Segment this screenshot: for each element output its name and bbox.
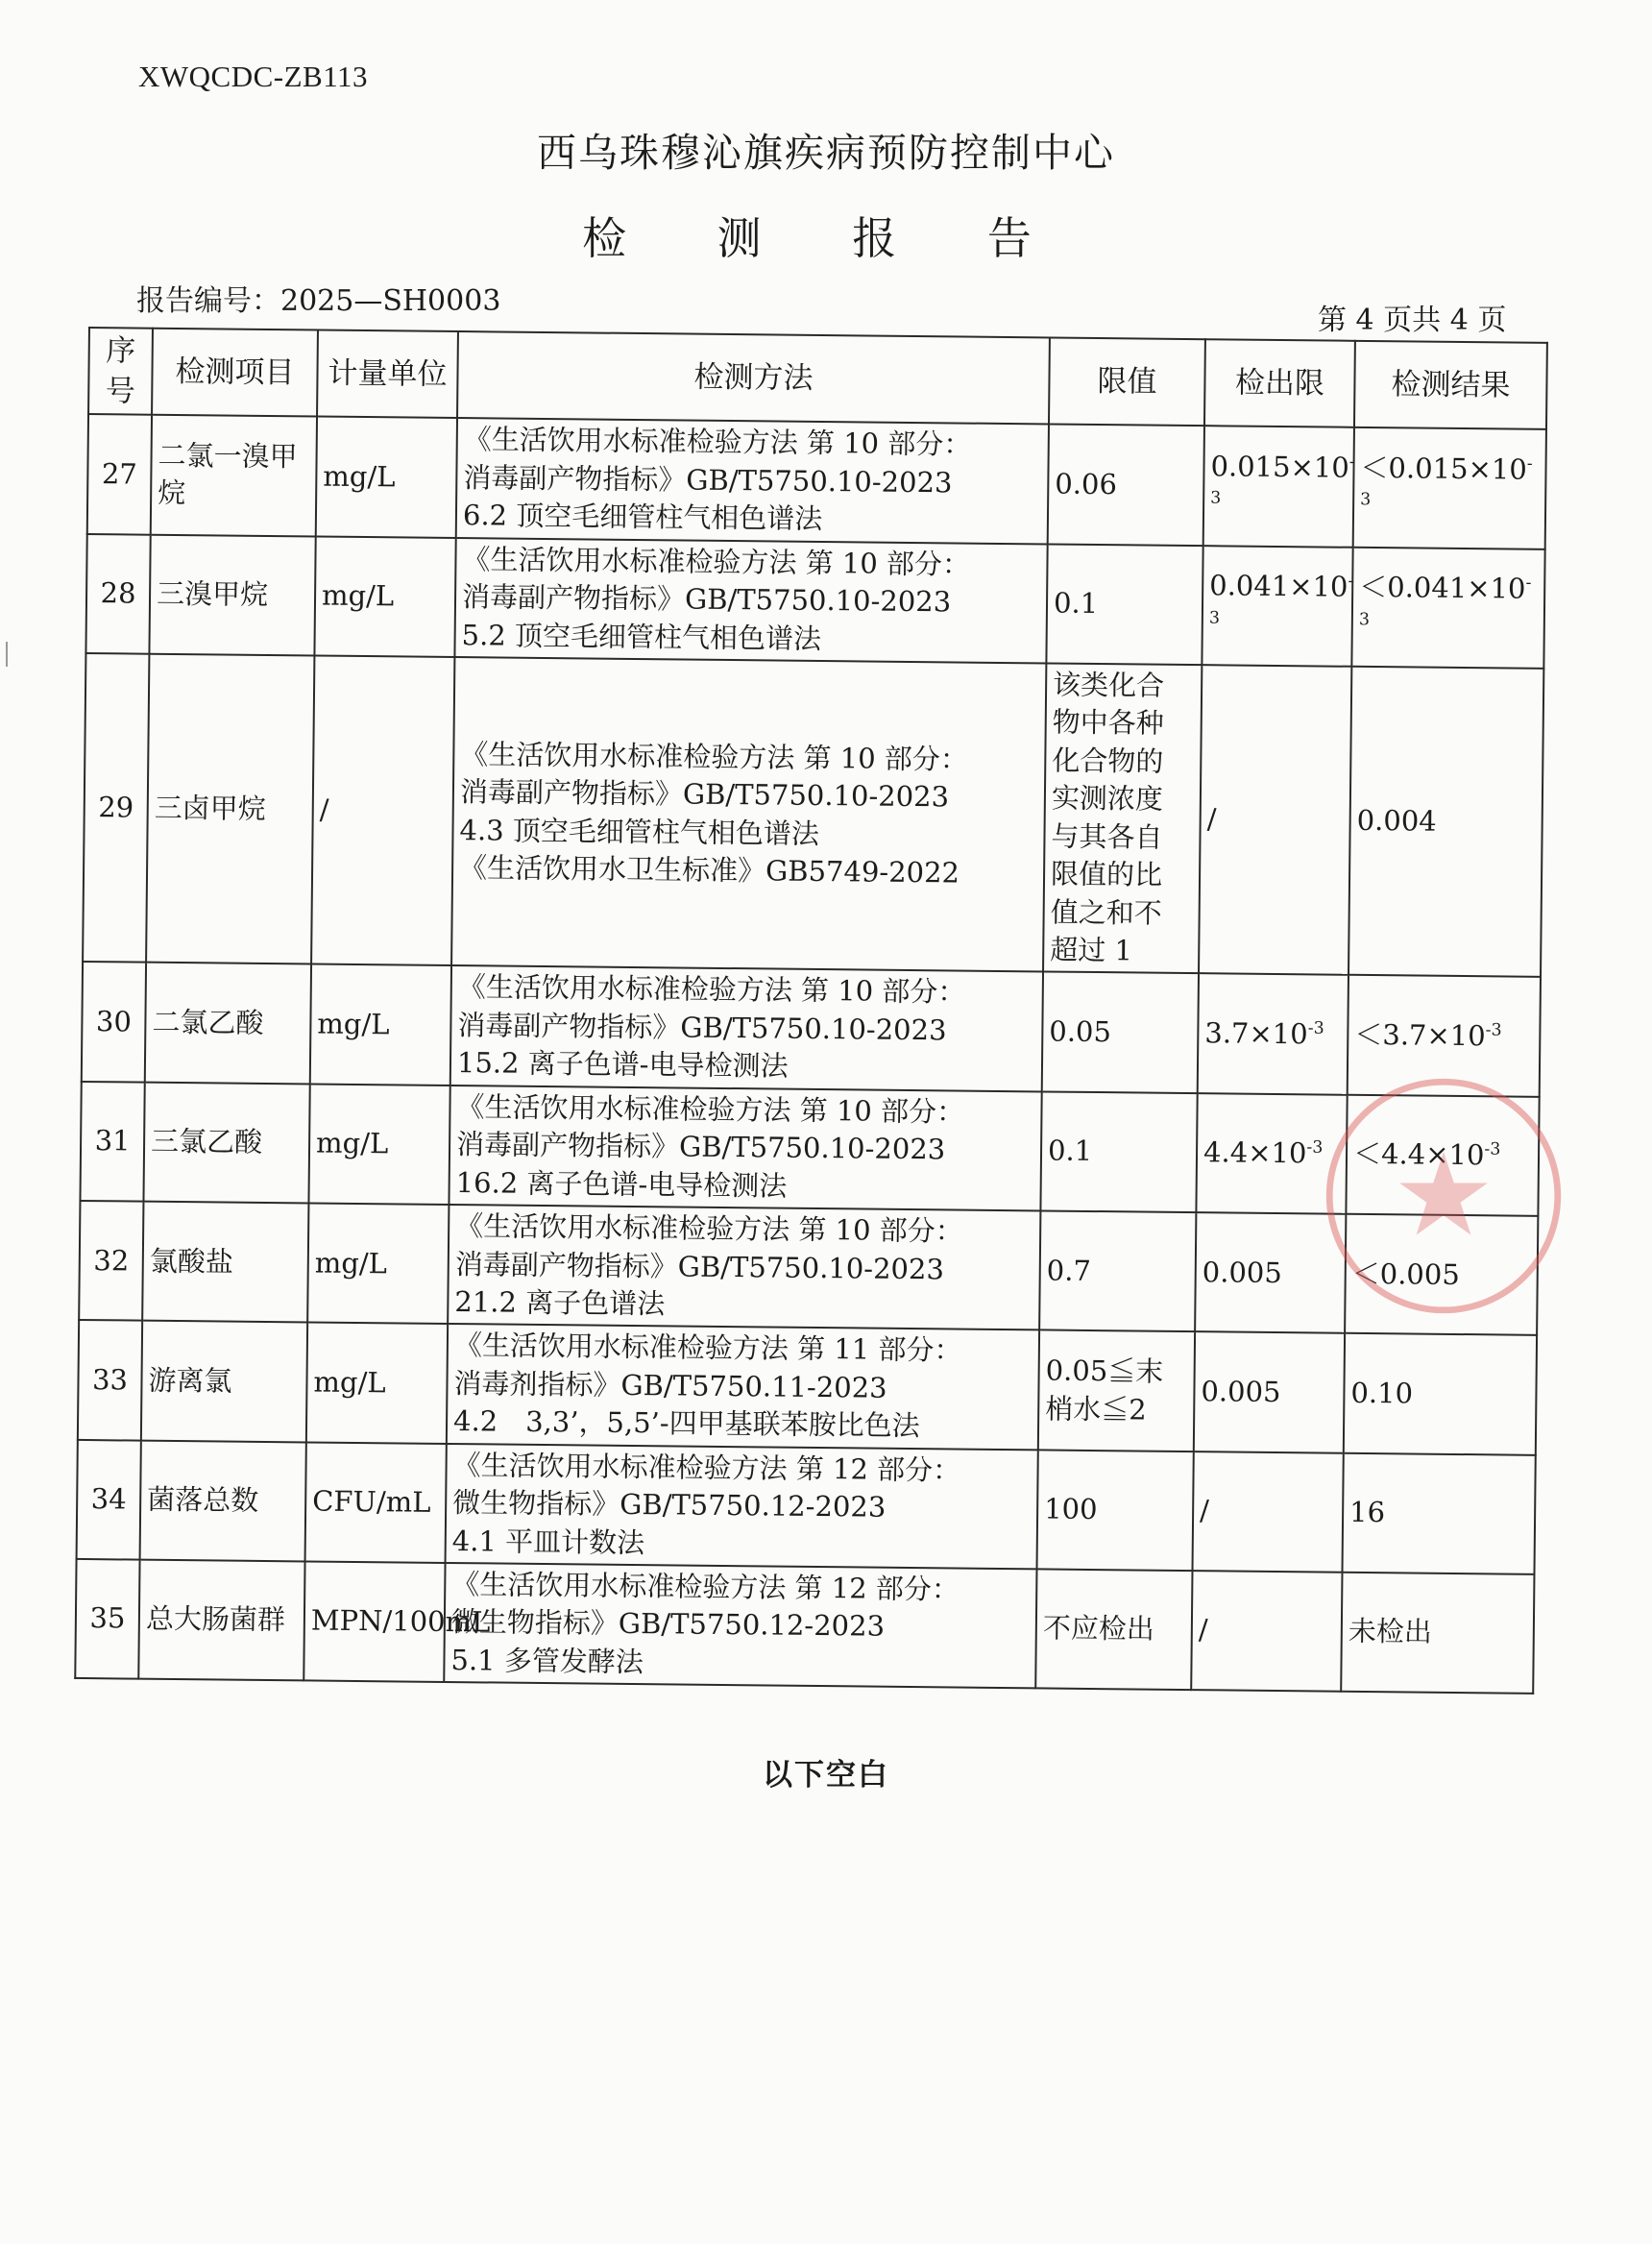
unit-cell: mg/L [310, 964, 451, 1085]
test-item-cell: 三卤甲烷 [146, 654, 314, 964]
row-number-cell: 32 [79, 1201, 143, 1321]
page-number: 第 4 页共 4 页 [1318, 304, 1507, 337]
row-number-cell: 27 [87, 414, 152, 534]
unit-cell: mg/L [307, 1204, 449, 1325]
result-cell [1353, 427, 1546, 549]
method-line: 16.2 离子色谱-电导检测法 [455, 1165, 788, 1203]
result-cell-value: 16 [1348, 1495, 1386, 1529]
results-table [74, 327, 1548, 1695]
detection-limit-cell [1198, 974, 1348, 1095]
table-row [75, 1559, 1534, 1694]
unit-cell: CFU/mL [305, 1442, 447, 1563]
detection-limit-cell [1203, 426, 1354, 547]
result-cell [1348, 667, 1543, 978]
limit-value: 0.7 [1046, 1254, 1092, 1287]
test-item-cell: 二氯一溴甲烷 [151, 415, 317, 536]
result-cell-exponent: -3 [1358, 573, 1532, 630]
detection-limit-cell [1191, 1571, 1342, 1692]
unit-cell: mg/L [308, 1084, 449, 1205]
method-line: 6.2 顶空毛细管柱气相色谱法 [462, 499, 823, 536]
method-line: 《生活饮用水卫生标准》GB5749-2022 [458, 851, 960, 890]
unit-cell: mg/L [314, 536, 455, 657]
table-row [79, 1201, 1538, 1335]
method-line: 消毒副产物指标》GB/T5750.10-2023 [454, 1247, 945, 1285]
row-number-cell: 34 [77, 1440, 141, 1560]
table-row [80, 1082, 1539, 1216]
result-cell-exponent: -3 [1360, 454, 1533, 510]
scan-edge-mark [6, 642, 8, 667]
method-line: 5.1 多管发酵法 [450, 1643, 644, 1679]
result-cell [1342, 1452, 1535, 1573]
limit-value: 0.1 [1047, 1134, 1093, 1168]
row-number-cell: 28 [85, 534, 150, 654]
method-line: 21.2 离子色谱法 [454, 1284, 666, 1321]
method-line: 《生活饮用水标准检验方法 第 10 部分： [455, 1209, 963, 1248]
method-cell [447, 1324, 1039, 1450]
result-cell [1346, 1095, 1539, 1216]
col-header-result: 检测结果 [1354, 341, 1547, 429]
row-number-cell: 33 [78, 1320, 142, 1440]
result-cell-value: ＜4.4×10 [1352, 1137, 1485, 1172]
table-row [78, 1320, 1537, 1454]
method-cell [456, 418, 1049, 544]
limit-value: 该类化合物中各种化合物的实测浓度与其各自限值的比值之和不超过 1 [1050, 668, 1165, 967]
result-cell [1341, 1573, 1534, 1694]
method-line: 《生活饮用水标准检验方法 第 10 部分： [460, 737, 969, 776]
result-cell-exponent: -3 [1484, 1139, 1501, 1159]
test-item-cell: 游离氯 [141, 1321, 307, 1442]
result-cell [1344, 1333, 1537, 1454]
detection-limit-cell [1194, 1331, 1345, 1452]
method-line: 4.3 顶空毛细管柱气相色谱法 [459, 813, 820, 850]
method-line: 消毒副产物指标》GB/T5750.10-2023 [457, 1008, 947, 1047]
organization-name: 西乌珠穆沁旗疾病预防控制中心 [537, 130, 1115, 176]
method-line: 4.2 3,3’，5,5’-四甲基联苯胺比色法 [452, 1404, 920, 1443]
limit-value: 0.05 [1049, 1014, 1112, 1049]
detection-limit-cell-value: 0.041×10 [1209, 569, 1348, 604]
detection-limit-cell [1199, 665, 1351, 975]
limit-cell [1040, 1091, 1197, 1212]
test-item-cell: 总大肠菌群 [138, 1560, 304, 1681]
limit-cell [1043, 663, 1202, 973]
test-item-cell: 三溴甲烷 [149, 534, 315, 655]
table-row [87, 414, 1546, 549]
limit-cell [1039, 1210, 1196, 1331]
report-title: 检 测 报 告 [582, 212, 1070, 264]
detection-limit-cell [1195, 1212, 1346, 1333]
detection-limit-cell-value: / [1198, 1613, 1208, 1646]
method-line: 《生活饮用水标准检验方法 第 11 部分： [453, 1329, 962, 1367]
detection-limit-cell-value: 0.005 [1201, 1375, 1281, 1408]
test-item-cell: 菌落总数 [140, 1440, 306, 1561]
results-body [75, 414, 1546, 1694]
result-cell-value: 0.004 [1356, 803, 1437, 838]
detection-limit-cell-value: 3.7×10 [1204, 1016, 1308, 1051]
result-cell [1345, 1214, 1538, 1335]
method-cell [448, 1205, 1040, 1330]
detection-limit-cell [1202, 546, 1352, 667]
table-row [77, 1440, 1536, 1574]
method-line: 消毒剂指标》GB/T5750.11-2023 [453, 1366, 887, 1404]
method-line: 微生物指标》GB/T5750.12-2023 [450, 1605, 886, 1644]
detection-limit-cell-value: 0.005 [1202, 1255, 1282, 1289]
method-line: 微生物指标》GB/T5750.12-2023 [452, 1486, 887, 1524]
limit-value: 不应检出 [1042, 1611, 1155, 1646]
test-item-cell: 二氯乙酸 [145, 963, 311, 1084]
method-cell [446, 1444, 1038, 1570]
detection-limit-cell-exponent: -3 [1306, 1137, 1324, 1159]
method-line: 《生活饮用水标准检验方法 第 10 部分： [457, 970, 966, 1010]
limit-value: 0.1 [1053, 586, 1099, 621]
method-line: 消毒副产物指标》GB/T5750.10-2023 [461, 580, 952, 619]
test-item-cell: 三氯乙酸 [143, 1082, 309, 1203]
table-row [82, 962, 1541, 1096]
row-number-cell: 31 [80, 1082, 144, 1202]
limit-cell [1037, 1450, 1194, 1571]
method-line: 《生活饮用水标准检验方法 第 10 部分： [463, 423, 972, 461]
row-number-cell: 35 [75, 1559, 139, 1679]
detection-limit-cell-value: 0.015×10 [1210, 450, 1349, 484]
document-code: XWQCDC-ZB113 [138, 60, 369, 93]
result-cell-value: 0.10 [1350, 1376, 1414, 1410]
col-header-unit: 计量单位 [317, 330, 458, 419]
limit-cell [1046, 544, 1203, 665]
detection-limit-cell [1196, 1093, 1347, 1214]
col-header-detect-limit: 检出限 [1204, 339, 1355, 427]
unit-cell: mg/L [316, 417, 457, 538]
limit-value: 0.06 [1055, 467, 1118, 500]
method-line: 《生活饮用水标准检验方法 第 10 部分： [456, 1089, 965, 1129]
detection-limit-cell [1193, 1451, 1344, 1573]
table-row [83, 653, 1543, 977]
method-cell [451, 657, 1046, 972]
blank-note: 以下空白 [763, 1758, 889, 1793]
method-cell [449, 1085, 1041, 1211]
col-header-item: 检测项目 [152, 329, 318, 417]
limit-cell [1035, 1569, 1192, 1690]
method-cell [444, 1563, 1036, 1689]
table-header-row [88, 328, 1547, 429]
row-number-cell: 29 [83, 653, 149, 963]
limit-cell [1048, 425, 1204, 546]
test-item-cell: 氯酸盐 [142, 1202, 308, 1323]
method-line: 消毒副产物指标》GB/T5750.10-2023 [459, 775, 950, 814]
limit-cell [1042, 972, 1199, 1093]
method-line: 15.2 离子色谱-电导检测法 [456, 1046, 789, 1083]
row-number-cell: 30 [82, 962, 146, 1082]
limit-value: 0.05≦末梢水≦2 [1045, 1354, 1164, 1427]
detection-limit-cell-exponent: -3 [1210, 452, 1355, 509]
col-header-method: 检测方法 [457, 331, 1050, 425]
method-line: 《生活饮用水标准检验方法 第 12 部分： [452, 1448, 961, 1487]
method-cell [454, 538, 1047, 664]
method-line: 5.2 顶空毛细管柱气相色谱法 [461, 618, 822, 655]
detection-limit-cell-value: / [1199, 1494, 1210, 1527]
detection-limit-cell-value: / [1206, 802, 1217, 836]
col-header-no: 序号 [88, 328, 153, 415]
method-line: 《生活饮用水标准检验方法 第 12 部分： [451, 1568, 960, 1606]
unit-cell: / [311, 655, 454, 965]
result-cell-exponent: -3 [1485, 1020, 1502, 1040]
report-number: 报告编号：2025—SH0003 [136, 284, 501, 318]
detection-limit-cell-exponent: -3 [1208, 572, 1354, 628]
method-line: 消毒副产物指标》GB/T5750.10-2023 [463, 460, 953, 500]
limit-value: 100 [1043, 1492, 1098, 1526]
col-header-limit: 限值 [1049, 337, 1205, 426]
unit-cell: mg/L [306, 1323, 448, 1444]
table-row [85, 534, 1544, 669]
result-cell [1348, 975, 1541, 1096]
unit-cell: MPN/100mL [304, 1561, 445, 1682]
method-line: 4.1 平皿计数法 [451, 1524, 645, 1559]
detection-limit-cell-exponent: -3 [1307, 1018, 1324, 1038]
result-cell-value: ＜0.015×10 [1360, 451, 1527, 486]
method-line: 消毒副产物指标》GB/T5750.10-2023 [455, 1128, 946, 1166]
result-cell-value: ＜0.005 [1351, 1256, 1460, 1291]
method-line: 《生活饮用水标准检验方法 第 10 部分： [462, 542, 971, 581]
result-cell-value: ＜3.7×10 [1354, 1017, 1486, 1053]
result-cell-value: 未检出 [1348, 1615, 1433, 1649]
limit-cell [1038, 1330, 1195, 1451]
result-cell [1351, 547, 1544, 668]
result-cell-value: ＜0.041×10 [1359, 571, 1526, 606]
method-cell [450, 965, 1043, 1091]
detection-limit-cell-value: 4.4×10 [1203, 1135, 1307, 1170]
